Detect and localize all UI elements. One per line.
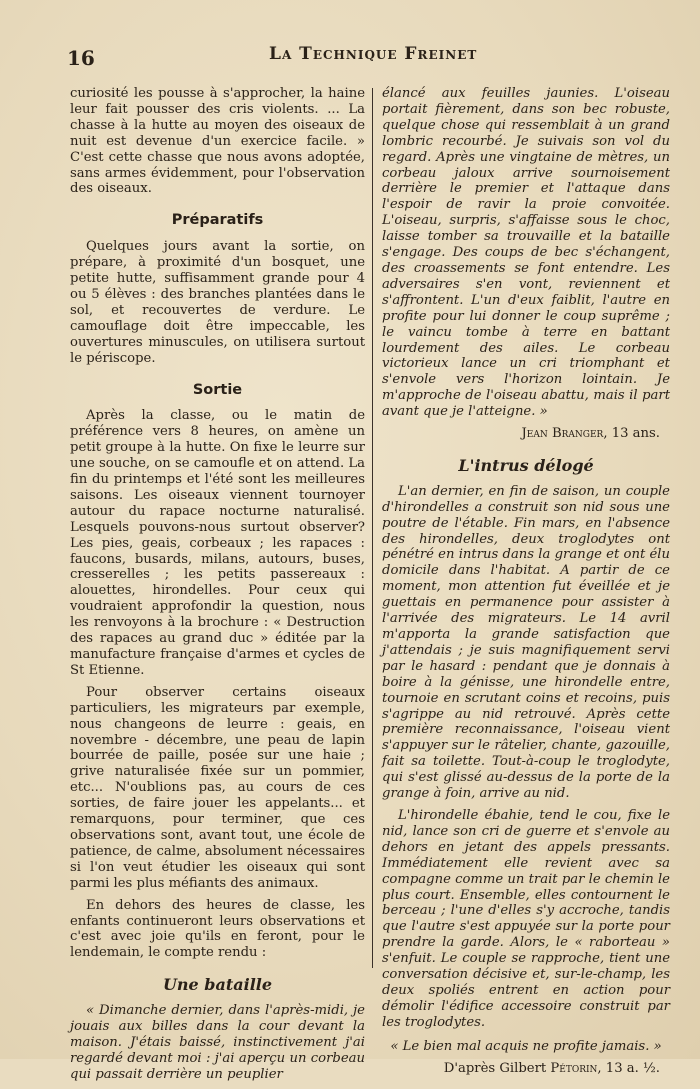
paragraph: Quelques jours avant la sortie, on prépare, à proximité d'un bosquet, une petite hutte, suffisamment grande pour 4 ou 5 élèves : des branches plantées dans le sol, et recouvertes de verdure. Le camouflage doit être impeccable, les ouvertures minuscules, on utilisera surtout le périscope.	[70, 239, 365, 366]
running-title: La Technique Freinet	[269, 44, 478, 64]
signature-prefix: D'après Gilbert	[443, 1060, 551, 1076]
paragraph: élancé aux feuilles jaunies. L'oiseau portait fièrement, dans son bec robuste, quelque chose qui ressemblait à un grand lombric recourbé. Je suivais son vol du regard. Après une vingtaine de mètres, un corbeau jaloux arrive sournoisement derrière le premier et l'attaque dans l'espoir de ravir la proie convoitée. L'oiseau, surpris, s'affaisse sous le choc, laisse tomber sa trouvaille et la bataille s'engage. Des coups de bec s'échangent, des croassements se font entendre. Les adversaires s'en vont, reviennent et s'affrontent. L'un d'eux faiblit, l'autre en profite pour lui donner le coup suprême ; le vaincu tombe à terre en battant lourdement des ailes. Le corbeau victorieux lance un cri triomphant et s'envole vers l'horizon lointain. Je m'approche de l'oiseau abattu, mais il part avant que je l'atteigne. »	[382, 86, 670, 420]
paragraph: Pour observer certains oiseaux particuliers, les migrateurs par exemple, nous changeons de leurre : geais, en novembre - décembre, une peau de lapin bourrée de paille, posée sur une haie ; grive naturalisée fixée sur un pommier, etc... N'oublions pas, au cours de ces sorties, de faire jouer les appelants... et remarquons, pour terminer, que ces observations sont, avant tout, une école de patience, de calme, absolument nécessaires si l'on veut étudier les oiseaux qui sont parmi les plus méfiants des animaux.	[70, 684, 365, 891]
right-column	[382, 86, 670, 1086]
signature	[382, 426, 660, 442]
section-heading-sortie: Sortie	[192, 381, 243, 398]
paragraph: L'an dernier, en fin de saison, un couple d'hirondelles a construit son nid sous une poutre de l'étable. Fin mars, en l'absence des hirondelles, deux troglodytes ont pénétré en intrus dans la grange et ont élu domicile dans l'habitat. A partir de ce moment, mon attention fut éveillée et je guettais en permanence pour assister à l'arrivée des migrateurs. Le 14 avril m'apporta la grande satisfaction que j'attendais ; je suis magnifiquement servi par le hasard : pendant que je donnais à boire à la génisse, une hirondelle entre, tournoie en scrutant coins et recoins, puis s'agrippe au nid retrouvé. Après cette première reconnaissance, l'oiseau vient s'appuyer sur le râtelier, chante, gazouille, fait sa toilette. Tout-à-coup le troglodyte, qui s'est glissé au-dessus de la porte de la grange à foin, arrive au nid.	[382, 483, 670, 802]
signature-detail: , 13 a. ½.	[597, 1060, 660, 1076]
signature-name: Pétorin	[550, 1060, 598, 1076]
proverb: « Le bien mal acquis ne profite jamais. »	[390, 1038, 662, 1054]
signature-name: Jean Branger	[521, 426, 604, 442]
section-heading-preparatifs: Préparatifs	[171, 212, 264, 229]
paragraph: « Dimanche dernier, dans l'après-midi, je jouais aux billes dans la cour devant la maison. J'étais baissé, instinctivement j'ai regardé devant moi : j'ai aperçu un corbeau qui passait derrière un peuplier	[70, 1003, 365, 1082]
section-heading-une-bataille: Une bataille	[162, 975, 273, 995]
signature-detail: , 13 ans.	[603, 426, 660, 442]
paragraph: L'hirondelle ébahie, tend le cou, fixe le nid, lance son cri de guerre et s'envole au dehors en jetant des appels pressants. Immédiatement elle revient avec sa compagne comme un trait par le chemin le plus court. Ensemble, elles contournent le berceau ; l'une d'elles s'y accroche, tandis que l'autre s'est appuyée sur la porte pour prendre la garde. Alors, le « raborteau » s'enfuit. Le couple se rapproche, tient une conversation décisive et, sur-le-champ, les deux spoliés entrent en action pour démolir l'édifice accessoire construit par les troglodytes.	[382, 807, 670, 1030]
paragraph: Après la classe, ou le matin de préférence vers 8 heures, on amène un petit groupe à la hutte. On fixe le leurre sur une souche, on se camoufle et on attend. La fin du printemps et l'été sont les meilleures saisons. Les oiseaux viennent tournoyer autour du rapace nocturne naturalisé. Lesquels pouvons-nous surtout observer? Les pies, geais, corbeaux ; les rapaces : faucons, busards, milans, autours, buses, cresserelles ; les petits passereaux : alouettes, hirondelles. Pour ceux qui voudraient approfondir la question, nous les renvoyons à la brochure : « Destruction des rapaces au grand duc » éditée par la manufacture française d'armes et cycles de St Etienne.	[70, 408, 365, 678]
paragraph: curiosité les pousse à s'approcher, la haine leur fait pousser des cris violents. ... La chasse à la hutte au moyen des oiseaux de nuit est devenue d'un exercice facile. » C'est cette chasse que nous avons adoptée, sans armes évidemment, pour l'observation des oiseaux.	[70, 86, 365, 197]
page-number: 16	[67, 46, 95, 70]
signature	[382, 1061, 660, 1077]
paragraph: En dehors des heures de classe, les enfants continueront leurs observations et c'est avec joie qu'ils en feront, pour le lendemain, le compte rendu :	[70, 897, 365, 961]
column-divider	[372, 88, 373, 968]
left-column	[70, 86, 365, 1089]
section-heading-lintrus-deloge: L'intrus délogé	[458, 455, 594, 475]
